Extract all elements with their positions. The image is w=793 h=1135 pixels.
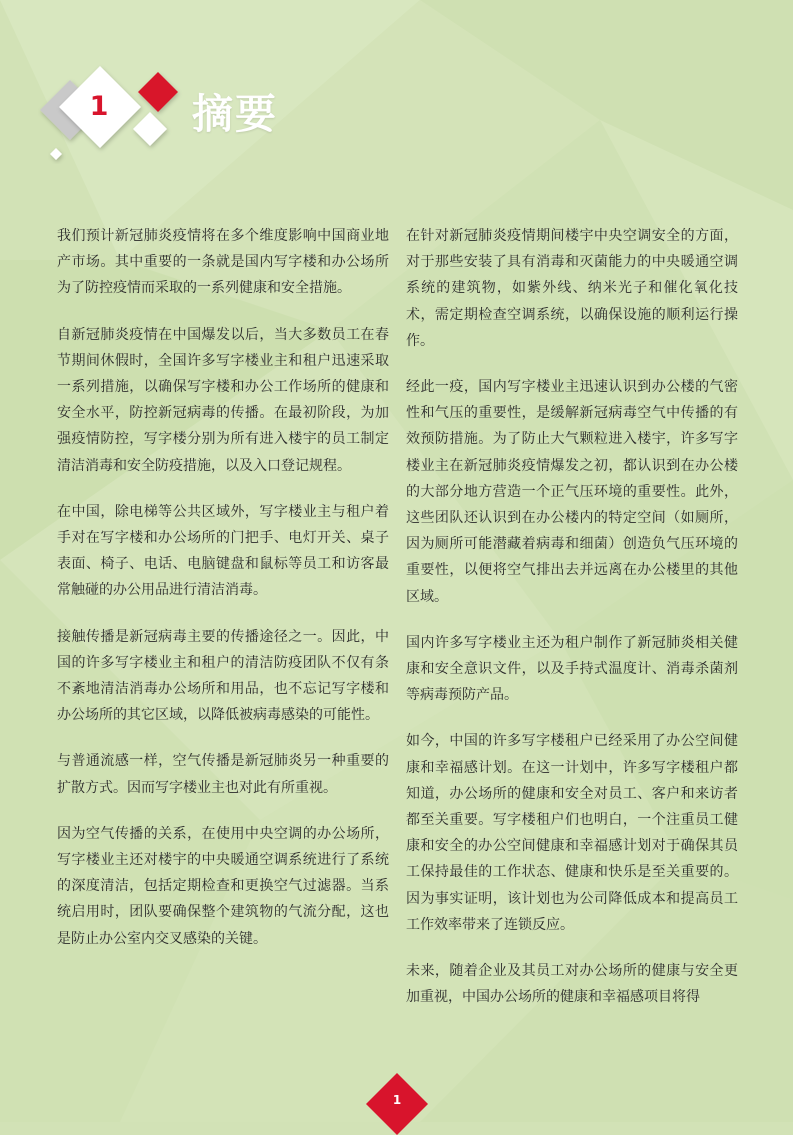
paragraph: 与普通流感一样，空气传播是新冠肺炎另一种重要的扩散方式。因而写字楼业主也对此有所重视。 xyxy=(57,753,389,796)
paragraph: 自新冠肺炎疫情在中国爆发以后，当大多数员工在春节期间休假时，全国许多写字楼业主和租户迅速采取一系列措施，以确保写字楼和办公工作场所的健康和安全水平，防控新冠病毒的传播。在最初阶段，为加强疫情防控，写字楼分别为所有进入楼宇的员工制定清洁消毒和安全防疫措施，以及入口登记规程。 xyxy=(57,326,389,474)
paragraph: 未来，随着企业及其员工对办公场所的健康与安全更加重视，中国办公场所的健康和幸福感项目将得 xyxy=(406,963,738,1006)
paragraph: 国内许多写字楼业主还为租户制作了新冠肺炎相关健康和安全意识文件，以及手持式温度计、消毒杀菌剂等病毒预防产品。 xyxy=(406,634,738,704)
paragraph: 如今，中国的许多写字楼租户已经采用了办公空间健康和幸福感计划。在这一计划中，许多写字楼租户都知道，办公场所的健康和安全对员工、客户和来访者都至关重要。写字楼租户们也明白，一个注重员工健康和安全的办公空间健康和幸福感计划对于确保其员工保持最佳的工作状态、健康和快乐是至关重要的。因为事实证明，该计划也为公司降低成本和提高员工工作效率带来了连锁反应。 xyxy=(406,733,738,933)
white-diamond-tiny xyxy=(50,148,62,160)
paragraph: 经此一疫，国内写字楼业主迅速认识到办公楼的气密性和气压的重要性，是缓解新冠病毒空气中传播的有效预防措施。为了防止大气颗粒进入楼宇，许多写字楼业主在新冠肺炎疫情爆发之初，都认识到在办公楼的大部分地方营造一个正气压环境的重要性。此外，这些团队还认识到在办公楼内的特定空间（如厕所，因为厕所可能潜藏着病毒和细菌）创造负气压环境的重要性，以便将空气排出去并远离在办公楼里的其他区域。 xyxy=(406,379,738,605)
left-column xyxy=(57,223,389,972)
paragraph: 因为空气传播的关系，在使用中央空调的办公场所，写字楼业主还对楼宇的中央暖通空调系统进行了系统的深度清洁，包括定期检查和更换空气过滤器。当系统启用时，团队要确保整个建筑物的气流分配，这也是防止办公室内交叉感染的关键。 xyxy=(57,825,389,947)
paragraph: 在中国，除电梯等公共区域外，写字楼业主与租户着手对在写字楼和办公场所的门把手、电灯开关、桌子表面、椅子、电话、电脑键盘和鼠标等员工和访客最常触碰的办公用品进行清洁消毒。 xyxy=(57,503,389,599)
red-diamond-small xyxy=(138,72,178,112)
page-number: 1 xyxy=(392,1093,402,1107)
white-diamond-small xyxy=(133,112,167,146)
page-title: 摘要 xyxy=(192,90,278,138)
paragraph: 接触传播是新冠病毒主要的传播途径之一。因此，中国的许多写字楼业主和租户的清洁防疫团队不仅有条不紊地清洁消毒办公场所和用品，也不忘记写字楼和办公场所的其它区域，以降低被病毒感染的可能性。 xyxy=(57,628,389,724)
paragraph: 我们预计新冠肺炎疫情将在多个维度影响中国商业地产市场。其中重要的一条就是国内写字楼和办公场所为了防控疫情而采取的一系列健康和安全措施。 xyxy=(57,228,389,297)
right-column xyxy=(406,223,738,1030)
section-number: 1 xyxy=(89,91,109,122)
paragraph: 在针对新冠肺炎疫情期间楼宇中央空调安全的方面，对于那些安装了具有消毒和灭菌能力的中央暖通空调系统的建筑物，如紫外线、纳米光子和催化氧化技术，需定期检查空调系统，以确保设施的顺利运行操作。 xyxy=(406,228,738,349)
